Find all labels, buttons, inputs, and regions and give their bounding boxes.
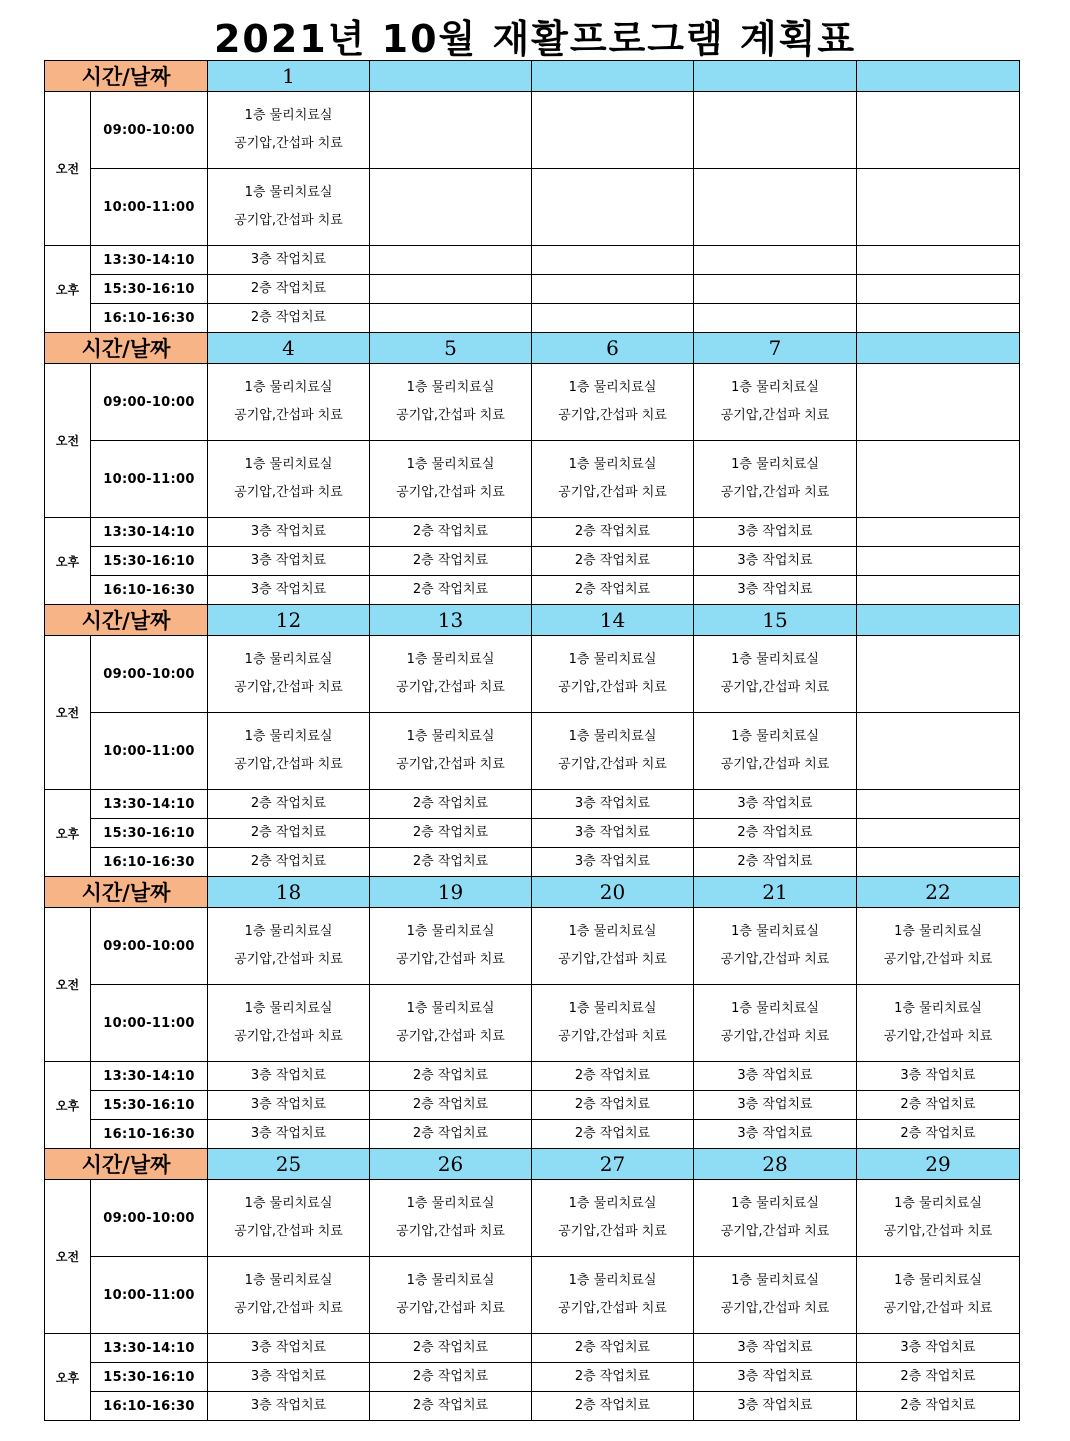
- cell-line-1: 1층 물리치료실: [731, 457, 819, 472]
- date-cell: 19: [370, 877, 532, 908]
- cell-line-1: 1층 물리치료실: [731, 1273, 819, 1288]
- schedule-table: [44, 60, 1020, 1421]
- pm-row: [45, 304, 1020, 333]
- cell-line-2: 공기압,간섭파 치료: [883, 1029, 993, 1044]
- cell-line-1: 1층 물리치료실: [894, 1196, 982, 1211]
- pm-row: [45, 547, 1020, 576]
- schedule-cell: 2층 작업치료: [370, 518, 532, 547]
- schedule-cell: [532, 1180, 694, 1257]
- schedule-cell: [857, 518, 1020, 547]
- time-slot: 09:00-10:00: [91, 1180, 208, 1257]
- time-date-label: 시간/날짜: [45, 1149, 208, 1180]
- cell-line-2: 공기압,간섭파 치료: [234, 680, 343, 695]
- schedule-cell: 2층 작업치료: [208, 304, 370, 333]
- period-pm-label: 오후: [45, 790, 91, 877]
- schedule-cell: 2층 작업치료: [370, 547, 532, 576]
- schedule-cell: [694, 92, 857, 169]
- time-date-label: 시간/날짜: [45, 61, 208, 92]
- schedule-cell: [694, 169, 857, 246]
- schedule-cell: [370, 1257, 532, 1334]
- time-slot: 13:30-14:10: [91, 1062, 208, 1091]
- schedule-cell: [532, 92, 694, 169]
- am-row: [45, 92, 1020, 169]
- time-slot: 13:30-14:10: [91, 518, 208, 547]
- cell-line-1: 1층 물리치료실: [894, 924, 982, 939]
- schedule-cell: [532, 1257, 694, 1334]
- schedule-cell: 3층 작업치료: [208, 1120, 370, 1149]
- schedule-cell: 3층 작업치료: [208, 518, 370, 547]
- schedule-cell: 3층 작업치료: [694, 547, 857, 576]
- schedule-cell: [857, 636, 1020, 713]
- schedule-cell: 3층 작업치료: [694, 1062, 857, 1091]
- pm-row: [45, 518, 1020, 547]
- cell-line-1: 1층 물리치료실: [406, 729, 495, 744]
- time-date-label: 시간/날짜: [45, 605, 208, 636]
- schedule-cell: [694, 304, 857, 333]
- cell-line-2: 공기압,간섭파 치료: [720, 408, 830, 423]
- schedule-cell: [370, 1180, 532, 1257]
- schedule-cell: 3층 작업치료: [208, 1062, 370, 1091]
- cell-line-2: 공기압,간섭파 치료: [558, 757, 667, 772]
- schedule-cell: [857, 790, 1020, 819]
- schedule-cell: 2층 작업치료: [370, 1091, 532, 1120]
- cell-line-2: 공기압,간섭파 치료: [720, 1301, 830, 1316]
- schedule-cell: [694, 985, 857, 1062]
- schedule-cell: 2층 작업치료: [370, 1120, 532, 1149]
- schedule-cell: [208, 364, 370, 441]
- schedule-cell: 2층 작업치료: [857, 1120, 1020, 1149]
- time-slot: 13:30-14:10: [91, 246, 208, 275]
- cell-line-1: 1층 물리치료실: [244, 108, 333, 123]
- schedule-cell: 2층 작업치료: [208, 819, 370, 848]
- am-row: [45, 908, 1020, 985]
- schedule-cell: 2층 작업치료: [208, 848, 370, 877]
- schedule-cell: 3층 작업치료: [208, 1363, 370, 1392]
- date-cell: [857, 61, 1020, 92]
- cell-line-2: 공기압,간섭파 치료: [396, 1029, 505, 1044]
- cell-line-1: 1층 물리치료실: [244, 729, 333, 744]
- cell-line-2: 공기압,간섭파 치료: [396, 952, 505, 967]
- time-slot: 10:00-11:00: [91, 169, 208, 246]
- period-pm-label: 오후: [45, 246, 91, 333]
- schedule-cell: 2층 작업치료: [532, 1062, 694, 1091]
- cell-line-1: 1층 물리치료실: [568, 380, 657, 395]
- time-slot: 10:00-11:00: [91, 441, 208, 518]
- schedule-cell: [857, 246, 1020, 275]
- cell-line-2: 공기압,간섭파 치료: [720, 1029, 830, 1044]
- schedule-cell: [857, 275, 1020, 304]
- schedule-cell: 3층 작업치료: [208, 246, 370, 275]
- schedule-cell: 2층 작업치료: [370, 790, 532, 819]
- cell-line-1: 1층 물리치료실: [894, 1273, 982, 1288]
- cell-line-1: 1층 물리치료실: [568, 1273, 657, 1288]
- date-cell: 14: [532, 605, 694, 636]
- schedule-cell: 2층 작업치료: [370, 576, 532, 605]
- period-pm-label: 오후: [45, 1334, 91, 1421]
- cell-line-1: 1층 물리치료실: [406, 1273, 495, 1288]
- cell-line-1: 1층 물리치료실: [244, 652, 333, 667]
- cell-line-2: 공기압,간섭파 치료: [720, 952, 830, 967]
- date-cell: 4: [208, 333, 370, 364]
- cell-line-1: 1층 물리치료실: [244, 924, 333, 939]
- schedule-cell: [857, 848, 1020, 877]
- cell-line-1: 1층 물리치료실: [406, 1001, 495, 1016]
- cell-line-1: 1층 물리치료실: [406, 652, 495, 667]
- schedule-cell: [857, 441, 1020, 518]
- cell-line-2: 공기압,간섭파 치료: [396, 1224, 505, 1239]
- time-date-label: 시간/날짜: [45, 877, 208, 908]
- schedule-cell: [694, 908, 857, 985]
- schedule-cell: [532, 246, 694, 275]
- cell-line-1: 1층 물리치료실: [244, 380, 333, 395]
- date-cell: [857, 333, 1020, 364]
- cell-line-1: 1층 물리치료실: [568, 457, 657, 472]
- period-am-label: 오전: [45, 1180, 91, 1334]
- time-slot: 16:10-16:30: [91, 848, 208, 877]
- schedule-cell: [694, 364, 857, 441]
- page-title: 2021년 10월 재활프로그램 계획표: [213, 17, 857, 61]
- schedule-cell: [370, 364, 532, 441]
- date-cell: [694, 61, 857, 92]
- time-slot: 09:00-10:00: [91, 908, 208, 985]
- period-pm-label: 오후: [45, 1062, 91, 1149]
- schedule-cell: [694, 275, 857, 304]
- date-cell: 1: [208, 61, 370, 92]
- schedule-cell: [532, 985, 694, 1062]
- schedule-cell: 2층 작업치료: [370, 1334, 532, 1363]
- pm-row: [45, 1334, 1020, 1363]
- schedule-cell: 3층 작업치료: [694, 1363, 857, 1392]
- schedule-cell: [857, 92, 1020, 169]
- schedule-cell: 3층 작업치료: [694, 1091, 857, 1120]
- schedule-cell: [857, 908, 1020, 985]
- schedule-cell: [208, 713, 370, 790]
- cell-line-1: 1층 물리치료실: [731, 1001, 819, 1016]
- schedule-cell: 2층 작업치료: [857, 1363, 1020, 1392]
- date-cell: 20: [532, 877, 694, 908]
- schedule-cell: 2층 작업치료: [532, 1334, 694, 1363]
- schedule-cell: 3층 작업치료: [532, 790, 694, 819]
- time-slot: 09:00-10:00: [91, 636, 208, 713]
- schedule-cell: [694, 713, 857, 790]
- schedule-cell: 2층 작업치료: [370, 848, 532, 877]
- schedule-cell: [532, 364, 694, 441]
- schedule-cell: [532, 636, 694, 713]
- cell-line-1: 1층 물리치료실: [731, 924, 819, 939]
- schedule-cell: [208, 908, 370, 985]
- period-am-label: 오전: [45, 908, 91, 1062]
- week-header-row: [45, 61, 1020, 92]
- period-am-label: 오전: [45, 92, 91, 246]
- schedule-cell: [208, 441, 370, 518]
- cell-line-2: 공기압,간섭파 치료: [234, 213, 343, 228]
- time-slot: 16:10-16:30: [91, 304, 208, 333]
- cell-line-2: 공기압,간섭파 치료: [558, 680, 667, 695]
- date-cell: 25: [208, 1149, 370, 1180]
- time-slot: 15:30-16:10: [91, 819, 208, 848]
- week-header-row: [45, 1149, 1020, 1180]
- date-cell: [857, 605, 1020, 636]
- schedule-cell: 3층 작업치료: [694, 1120, 857, 1149]
- time-slot: 16:10-16:30: [91, 1392, 208, 1421]
- time-slot: 16:10-16:30: [91, 576, 208, 605]
- cell-line-2: 공기압,간섭파 치료: [396, 408, 505, 423]
- cell-line-2: 공기압,간섭파 치료: [558, 952, 667, 967]
- schedule-cell: 3층 작업치료: [208, 547, 370, 576]
- schedule-cell: [857, 364, 1020, 441]
- date-cell: 13: [370, 605, 532, 636]
- schedule-cell: 3층 작업치료: [694, 1334, 857, 1363]
- date-cell: 18: [208, 877, 370, 908]
- time-slot: 13:30-14:10: [91, 1334, 208, 1363]
- period-am-label: 오전: [45, 636, 91, 790]
- schedule-cell: 2층 작업치료: [694, 819, 857, 848]
- date-cell: 22: [857, 877, 1020, 908]
- schedule-cell: [370, 441, 532, 518]
- schedule-cell: [370, 246, 532, 275]
- schedule-cell: 2층 작업치료: [532, 547, 694, 576]
- cell-line-1: 1층 물리치료실: [568, 1001, 657, 1016]
- schedule-cell: 3층 작업치료: [694, 1392, 857, 1421]
- cell-line-2: 공기압,간섭파 치료: [234, 757, 343, 772]
- cell-line-1: 1층 물리치료실: [568, 924, 657, 939]
- am-row: [45, 636, 1020, 713]
- schedule-cell: 3층 작업치료: [857, 1062, 1020, 1091]
- pm-row: [45, 1363, 1020, 1392]
- cell-line-2: 공기압,간섭파 치료: [720, 757, 830, 772]
- schedule-cell: [857, 713, 1020, 790]
- cell-line-2: 공기압,간섭파 치료: [720, 485, 830, 500]
- schedule-cell: [370, 908, 532, 985]
- schedule-cell: 3층 작업치료: [208, 576, 370, 605]
- schedule-cell: [532, 441, 694, 518]
- cell-line-1: 1층 물리치료실: [244, 1273, 333, 1288]
- schedule-cell: 2층 작업치료: [208, 275, 370, 304]
- date-cell: 12: [208, 605, 370, 636]
- cell-line-2: 공기압,간섭파 치료: [396, 485, 505, 500]
- schedule-cell: 2층 작업치료: [857, 1091, 1020, 1120]
- cell-line-1: 1층 물리치료실: [406, 457, 495, 472]
- schedule-cell: 2층 작업치료: [532, 1091, 694, 1120]
- cell-line-1: 1층 물리치료실: [244, 185, 333, 200]
- schedule-cell: [694, 441, 857, 518]
- schedule-cell: 2층 작업치료: [694, 848, 857, 877]
- schedule-cell: [370, 169, 532, 246]
- schedule-cell: [857, 985, 1020, 1062]
- schedule-cell: 2층 작업치료: [370, 819, 532, 848]
- am-row: [45, 364, 1020, 441]
- cell-line-2: 공기압,간섭파 치료: [234, 1029, 343, 1044]
- time-slot: 09:00-10:00: [91, 92, 208, 169]
- date-cell: 5: [370, 333, 532, 364]
- schedule-cell: [857, 304, 1020, 333]
- schedule-cell: 3층 작업치료: [532, 819, 694, 848]
- date-cell: [532, 61, 694, 92]
- cell-line-2: 공기압,간섭파 치료: [883, 1224, 993, 1239]
- schedule-cell: [857, 576, 1020, 605]
- schedule-cell: 2층 작업치료: [370, 1062, 532, 1091]
- cell-line-1: 1층 물리치료실: [731, 729, 819, 744]
- schedule-cell: 2층 작업치료: [370, 1392, 532, 1421]
- period-am-label: 오전: [45, 364, 91, 518]
- schedule-cell: [370, 713, 532, 790]
- pm-row: [45, 1120, 1020, 1149]
- date-cell: [370, 61, 532, 92]
- schedule-cell: [857, 547, 1020, 576]
- cell-line-1: 1층 물리치료실: [244, 457, 333, 472]
- am-row: [45, 985, 1020, 1062]
- cell-line-2: 공기압,간섭파 치료: [558, 1029, 667, 1044]
- pm-row: [45, 1392, 1020, 1421]
- schedule-cell: 2층 작업치료: [532, 576, 694, 605]
- pm-row: [45, 819, 1020, 848]
- cell-line-1: 1층 물리치료실: [244, 1001, 333, 1016]
- schedule-cell: 2층 작업치료: [532, 518, 694, 547]
- cell-line-2: 공기압,간섭파 치료: [396, 757, 505, 772]
- time-date-label: 시간/날짜: [45, 333, 208, 364]
- schedule-cell: [694, 636, 857, 713]
- schedule-cell: [532, 275, 694, 304]
- week-header-row: [45, 877, 1020, 908]
- am-row: [45, 713, 1020, 790]
- schedule-cell: 2층 작업치료: [370, 1363, 532, 1392]
- cell-line-1: 1층 물리치료실: [406, 1196, 495, 1211]
- cell-line-2: 공기압,간섭파 치료: [558, 1224, 667, 1239]
- cell-line-2: 공기압,간섭파 치료: [720, 680, 830, 695]
- period-pm-label: 오후: [45, 518, 91, 605]
- date-cell: 29: [857, 1149, 1020, 1180]
- cell-line-2: 공기압,간섭파 치료: [558, 485, 667, 500]
- date-cell: 27: [532, 1149, 694, 1180]
- time-slot: 16:10-16:30: [91, 1120, 208, 1149]
- schedule-cell: [208, 1257, 370, 1334]
- schedule-cell: [208, 636, 370, 713]
- cell-line-1: 1층 물리치료실: [568, 1196, 657, 1211]
- schedule-cell: [208, 985, 370, 1062]
- schedule-cell: 3층 작업치료: [208, 1091, 370, 1120]
- schedule-cell: [370, 636, 532, 713]
- cell-line-1: 1층 물리치료실: [568, 729, 657, 744]
- schedule-cell: 3층 작업치료: [694, 576, 857, 605]
- schedule-cell: [208, 1180, 370, 1257]
- pm-row: [45, 275, 1020, 304]
- cell-line-1: 1층 물리치료실: [406, 924, 495, 939]
- cell-line-1: 1층 물리치료실: [731, 380, 819, 395]
- date-cell: 7: [694, 333, 857, 364]
- cell-line-2: 공기압,간섭파 치료: [396, 680, 505, 695]
- time-slot: 15:30-16:10: [91, 1091, 208, 1120]
- pm-row: [45, 1091, 1020, 1120]
- cell-line-1: 1층 물리치료실: [244, 1196, 333, 1211]
- time-slot: 13:30-14:10: [91, 790, 208, 819]
- schedule-cell: [857, 1180, 1020, 1257]
- schedule-cell: 3층 작업치료: [694, 518, 857, 547]
- cell-line-2: 공기압,간섭파 치료: [883, 952, 993, 967]
- schedule-cell: 2층 작업치료: [857, 1392, 1020, 1421]
- schedule-cell: [694, 246, 857, 275]
- schedule-cell: [370, 275, 532, 304]
- time-slot: 15:30-16:10: [91, 275, 208, 304]
- schedule-cell: [370, 304, 532, 333]
- cell-line-2: 공기압,간섭파 치료: [883, 1301, 993, 1316]
- cell-line-2: 공기압,간섭파 치료: [234, 1301, 343, 1316]
- date-cell: 28: [694, 1149, 857, 1180]
- cell-line-1: 1층 물리치료실: [731, 652, 819, 667]
- schedule-cell: 3층 작업치료: [694, 790, 857, 819]
- pm-row: [45, 848, 1020, 877]
- schedule-cell: [694, 1180, 857, 1257]
- am-row: [45, 1257, 1020, 1334]
- cell-line-2: 공기압,간섭파 치료: [720, 1224, 830, 1239]
- time-slot: 10:00-11:00: [91, 1257, 208, 1334]
- date-cell: 15: [694, 605, 857, 636]
- schedule-cell: [857, 1257, 1020, 1334]
- schedule-cell: [208, 92, 370, 169]
- schedule-cell: 3층 작업치료: [208, 1392, 370, 1421]
- cell-line-1: 1층 물리치료실: [406, 380, 495, 395]
- cell-line-2: 공기압,간섭파 치료: [234, 952, 343, 967]
- schedule-cell: [370, 92, 532, 169]
- week-header-row: [45, 333, 1020, 364]
- schedule-cell: 2층 작업치료: [532, 1363, 694, 1392]
- cell-line-1: 1층 물리치료실: [568, 652, 657, 667]
- week-header-row: [45, 605, 1020, 636]
- pm-row: [45, 576, 1020, 605]
- cell-line-1: 1층 물리치료실: [731, 1196, 819, 1211]
- time-slot: 10:00-11:00: [91, 985, 208, 1062]
- schedule-cell: 2층 작업치료: [532, 1392, 694, 1421]
- schedule-cell: 3층 작업치료: [857, 1334, 1020, 1363]
- date-cell: 6: [532, 333, 694, 364]
- cell-line-2: 공기압,간섭파 치료: [234, 485, 343, 500]
- date-cell: 26: [370, 1149, 532, 1180]
- am-row: [45, 441, 1020, 518]
- time-slot: 15:30-16:10: [91, 547, 208, 576]
- pm-row: [45, 246, 1020, 275]
- time-slot: 09:00-10:00: [91, 364, 208, 441]
- cell-line-1: 1층 물리치료실: [894, 1001, 982, 1016]
- cell-line-2: 공기압,간섭파 치료: [558, 1301, 667, 1316]
- schedule-cell: 3층 작업치료: [208, 1334, 370, 1363]
- schedule-cell: [208, 169, 370, 246]
- cell-line-2: 공기압,간섭파 치료: [234, 408, 343, 423]
- schedule-cell: [532, 304, 694, 333]
- schedule-cell: 2층 작업치료: [532, 1120, 694, 1149]
- pm-row: [45, 1062, 1020, 1091]
- schedule-cell: 3층 작업치료: [532, 848, 694, 877]
- schedule-cell: [857, 169, 1020, 246]
- cell-line-2: 공기압,간섭파 치료: [558, 408, 667, 423]
- am-row: [45, 1180, 1020, 1257]
- schedule-cell: [532, 908, 694, 985]
- cell-line-2: 공기압,간섭파 치료: [234, 136, 343, 151]
- time-slot: 10:00-11:00: [91, 713, 208, 790]
- am-row: [45, 169, 1020, 246]
- pm-row: [45, 790, 1020, 819]
- schedule-cell: [532, 713, 694, 790]
- cell-line-2: 공기압,간섭파 치료: [396, 1301, 505, 1316]
- schedule-cell: [370, 985, 532, 1062]
- schedule-cell: 2층 작업치료: [208, 790, 370, 819]
- schedule-cell: [857, 819, 1020, 848]
- schedule-cell: [532, 169, 694, 246]
- cell-line-2: 공기압,간섭파 치료: [234, 1224, 343, 1239]
- time-slot: 15:30-16:10: [91, 1363, 208, 1392]
- schedule-cell: [694, 1257, 857, 1334]
- date-cell: 21: [694, 877, 857, 908]
